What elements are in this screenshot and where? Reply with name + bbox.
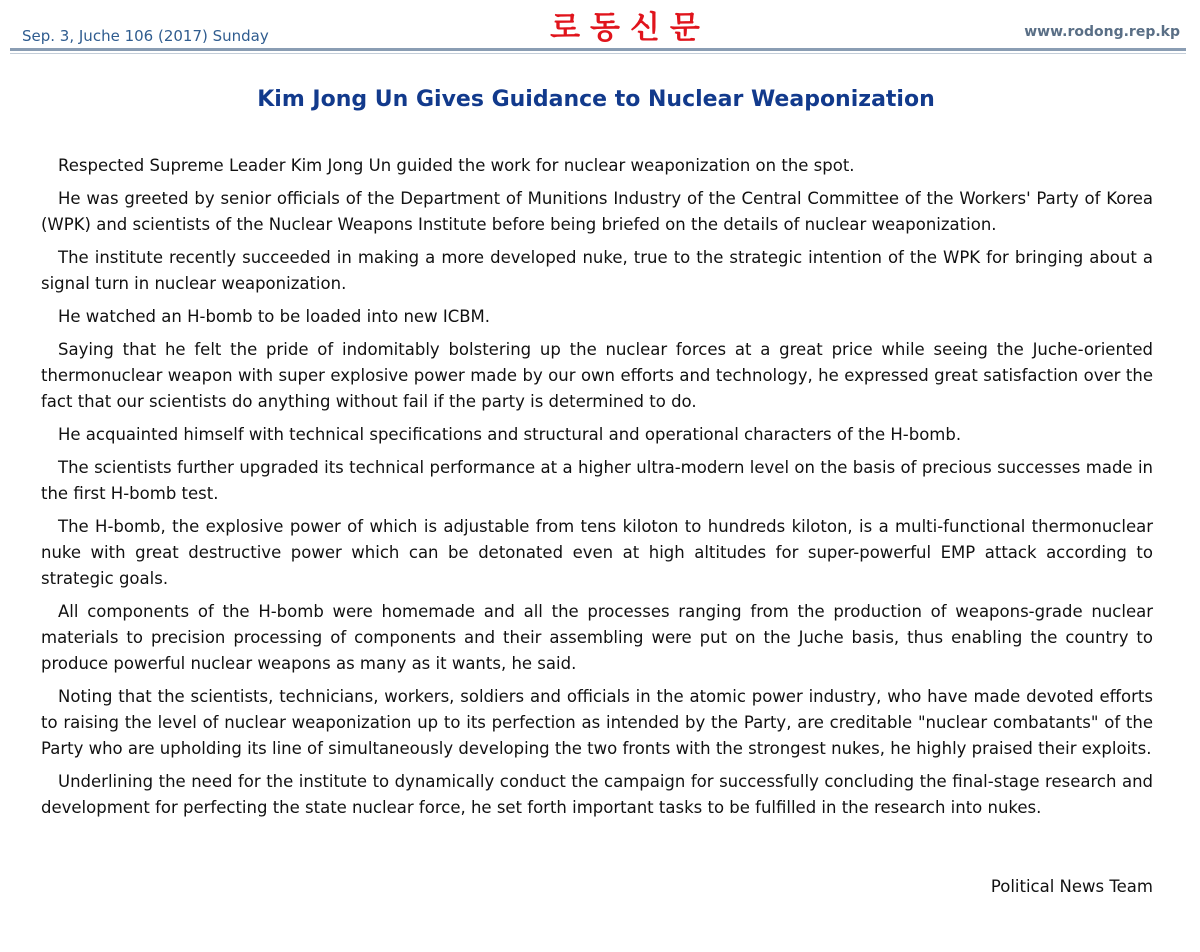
article-paragraph: He acquainted himself with technical specifications and structural and operational characters of the H-bomb. xyxy=(58,425,962,444)
masthead xyxy=(0,0,1200,54)
article-paragraph: Noting that the scientists, technicians, workers, soldiers and officials in the atomic power industry, who have made devoted efforts to raising the level of nuclear weaponization up to its perfection as intended by the Party, are creditable "nuclear combatants" of the Party who are upholding its line of simultaneously developing the two fronts with the strongest nukes, he highly praised their exploits. xyxy=(41,687,1153,758)
article-paragraph: He was greeted by senior officials of the Department of Munitions Industry of the Central Committee of the Workers' Party of Korea (WPK) and scientists of the Nuclear Weapons Institute before being briefed on the details of nuclear weaponization. xyxy=(41,189,1153,234)
article-paragraph: The scientists further upgraded its technical performance at a higher ultra-modern level on the basis of precious successes made in the first H-bomb test. xyxy=(41,458,1153,503)
article-paragraph: Underlining the need for the institute to dynamically conduct the campaign for successfully concluding the final-stage research and development for perfecting the state nuclear force, he set forth important tasks to be fulfilled in the research into nukes. xyxy=(41,772,1153,817)
masthead-rule-thin xyxy=(10,53,1186,54)
publication-date: Sep. 3, Juche 106 (2017) Sunday xyxy=(22,27,269,45)
article-paragraph: The H-bomb, the explosive power of which is adjustable from tens kiloton to hundreds kiloton, is a multi-functional thermonuclear nuke with great destructive power which can be detonated even at high altitudes for super-powerful EMP attack according to strategic goals. xyxy=(41,517,1153,588)
site-url: www.rodong.rep.kp xyxy=(1024,24,1180,40)
article-body xyxy=(41,153,1153,828)
article-title: Kim Jong Un Gives Guidance to Nuclear Weaponization xyxy=(257,87,935,112)
article-byline: Political News Team xyxy=(990,877,1153,896)
masthead-rule xyxy=(10,48,1186,51)
article-paragraph: He watched an H-bomb to be loaded into new ICBM. xyxy=(58,307,491,326)
article-paragraph: The institute recently succeeded in making a more developed nuke, true to the strategic intention of the WPK for bringing about a signal turn in nuclear weaponization. xyxy=(41,248,1153,293)
article-paragraph: Respected Supreme Leader Kim Jong Un guided the work for nuclear weaponization on the spot. xyxy=(58,156,855,175)
article-paragraph: All components of the H-bomb were homemade and all the processes ranging from the production of weapons-grade nuclear materials to precision processing of components and their assembling were put on the Juche basis, thus enabling the country to produce powerful nuclear weapons as many as it wants, he said. xyxy=(41,602,1153,673)
newspaper-logo: 로동신문 xyxy=(550,10,710,46)
article-paragraph: Saying that he felt the pride of indomitably bolstering up the nuclear forces at a great price while seeing the Juche-oriented thermonuclear weapon with super explosive power made by our own efforts and technology, he expressed great satisfaction over the fact that our scientists do anything without fail if the party is determined to do. xyxy=(41,340,1153,411)
